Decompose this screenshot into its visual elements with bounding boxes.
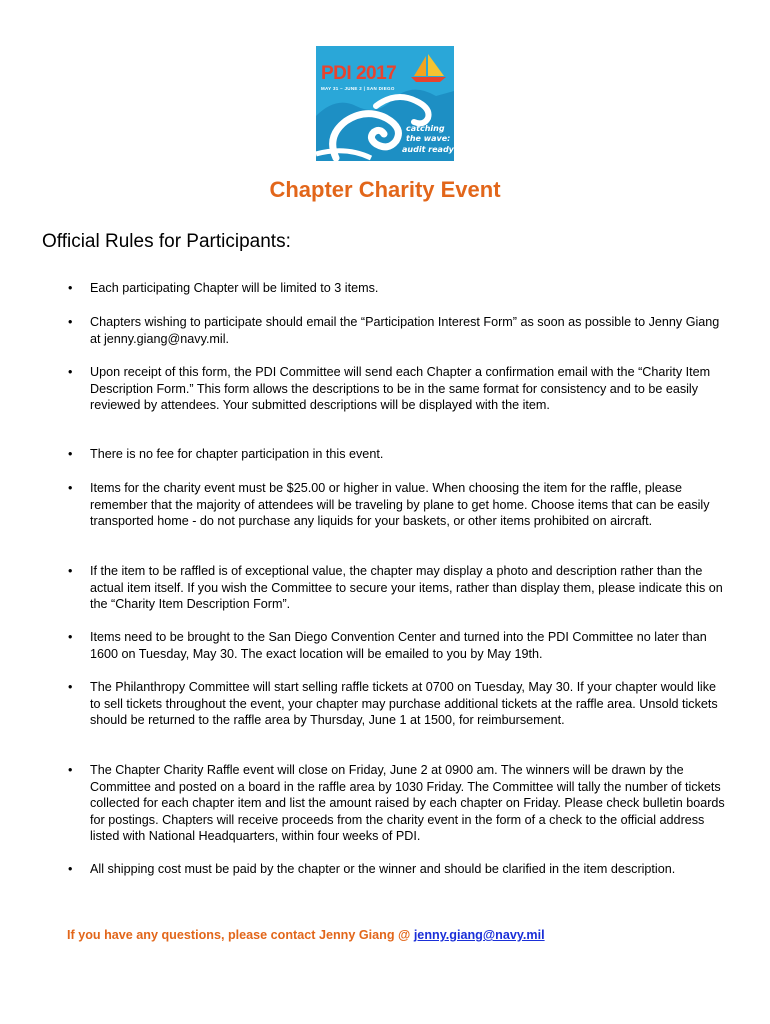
contact-email-link[interactable]: jenny.giang@navy.mil: [413, 928, 545, 942]
rule-text: The Chapter Charity Raffle event will close on Friday, June 2 at 0900 am. The winners will be drawn by the Committee and posted on a board in the raffle area by 1030 Friday. The Committee will tally the number of tickets collected for each chapter item and list the amount raised by each chapter on Friday. Please check bulletin boards for postings. Chapters will receive proceeds from the charity event in the form of a check to the official address listed with National Headquarters, within four weeks of PDI.: [90, 763, 725, 843]
rules-subtitle: Official Rules for Participants:: [42, 231, 291, 252]
list-item: [68, 280, 730, 297]
bullet-icon: •: [68, 763, 73, 777]
bullet-icon: •: [68, 281, 73, 295]
list-item: [68, 679, 730, 729]
rule-text: The Philanthropy Committee will start selling raffle tickets at 0700 on Tuesday, May 30. If your chapter would like to sell tickets throughout the event, your chapter may purchase additional tickets at the raffle area. Unsold tickets should be returned to the raffle area by Thursday, June 1 at 1500, for reimbursement.: [90, 680, 718, 727]
rule-text: All shipping cost must be paid by the chapter or the winner and should be clarified in the item description.: [90, 862, 676, 876]
logo-tagline-3: audit ready: [402, 145, 454, 154]
list-item: [68, 364, 730, 414]
list-item: [68, 446, 730, 463]
page-title: Chapter Charity Event: [269, 177, 501, 202]
rule-text: Items for the charity event must be $25.00 or higher in value. When choosing the item for the raffle, please remember that the majority of attendees will be traveling by plane to get home. Choose items that can be easily transported home - do not purchase any liquids for your baskets, or other items prohibited on aircraft.: [90, 481, 710, 528]
bullet-icon: •: [68, 365, 73, 379]
rule-text: If the item to be raffled is of exceptional value, the chapter may display a photo and description rather than the actual item itself. If you wish the Committee to secure your items, rather than display them, please indicate this on the “Charity Item Description Form”.: [90, 564, 723, 611]
list-item: [68, 480, 730, 530]
logo-dates: MAY 31 – JUNE 2 | SAN DIEGO: [321, 86, 395, 91]
logo-tagline-1: catching: [406, 124, 445, 133]
list-item: [68, 861, 730, 878]
bullet-icon: •: [68, 447, 73, 461]
rule-text: Each participating Chapter will be limited to 3 items.: [90, 281, 379, 295]
rule-text: Items need to be brought to the San Diego Convention Center and turned into the PDI Committee no later than 1600 on Tuesday, May 30. The exact location will be emailed to you by May 19th.: [90, 630, 707, 661]
logo-title: PDI 2017: [321, 63, 397, 84]
rule-text: Chapters wishing to participate should email the “Participation Interest Form” as soon as possible to Jenny Giang at jenny.giang@navy.mil.: [90, 315, 720, 346]
bullet-icon: •: [68, 481, 73, 495]
bullet-icon: •: [68, 564, 73, 578]
list-item: [68, 629, 730, 662]
contact-text: If you have any questions, please contact Jenny Giang @: [67, 928, 414, 942]
list-item: [68, 314, 730, 347]
rule-text: There is no fee for chapter participation in this event.: [90, 447, 384, 461]
bullet-icon: •: [68, 630, 73, 644]
list-item: [68, 762, 730, 845]
bullet-icon: •: [68, 680, 73, 694]
list-item: [68, 563, 730, 613]
contact-line: [67, 928, 545, 942]
bullet-icon: •: [68, 862, 73, 876]
rule-text: Upon receipt of this form, the PDI Committee will send each Chapter a confirmation email with the “Charity Item Description Form.” This form allows the descriptions to be in the same format for consistency and to be easily reviewed by attendees. Your submitted descriptions will be displayed with the item.: [90, 365, 711, 412]
logo-tagline-2: the wave:: [406, 134, 451, 143]
bullet-icon: •: [68, 315, 73, 329]
pdi-2017-logo: [316, 46, 454, 161]
